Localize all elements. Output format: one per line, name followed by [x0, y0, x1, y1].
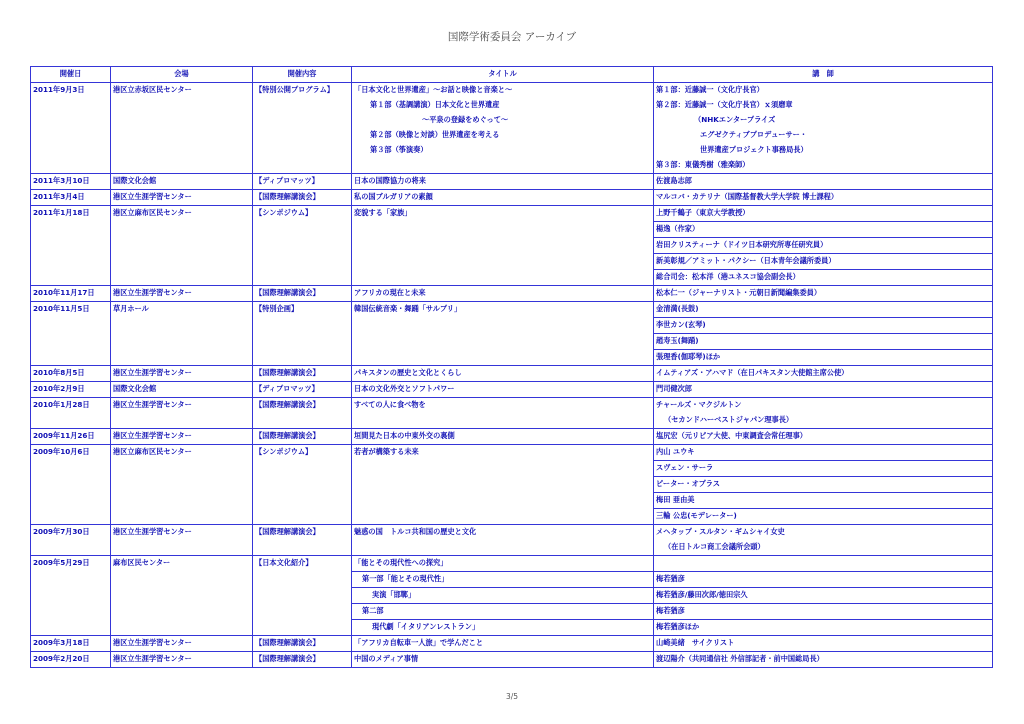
- cell-title: アフリカの現在と未来: [352, 286, 654, 302]
- cell-title: [352, 509, 654, 525]
- cell-type: 【国際理解講演会】: [253, 286, 352, 302]
- cell-date: 2009年10月6日: [31, 445, 111, 525]
- header-venue: 会場: [111, 67, 253, 83]
- cell-speaker: 梅若猶彦: [654, 572, 993, 588]
- cell-type: 【国際理解講演会】: [253, 636, 352, 652]
- cell-title: パキスタンの歴史と文化とくらし: [352, 366, 654, 382]
- cell-speaker: 上野千鶴子（東京大学教授）: [654, 206, 993, 222]
- cell-venue: 港区立生涯学習センター: [111, 190, 253, 206]
- cell-speaker: 梅田 亜由美: [654, 493, 993, 509]
- cell-title: 「アフリカ自転車一人旅」で学んだこと: [352, 636, 654, 652]
- cell-title: 若者が構築する未来: [352, 445, 654, 461]
- table-row: [31, 366, 993, 382]
- header-date: 開催日: [31, 67, 111, 83]
- cell-title: [352, 540, 654, 556]
- cell-title: 魅惑の国 トルコ共和国の歴史と文化: [352, 525, 654, 541]
- cell-date: 2009年11月26日: [31, 429, 111, 445]
- cell-speaker: （NHKエンタープライズ: [654, 113, 993, 128]
- cell-title: [352, 222, 654, 238]
- table-row: [31, 636, 993, 652]
- cell-speaker: 梅若猶彦/藤田次郎/徳田宗久: [654, 588, 993, 604]
- table-row: [31, 382, 993, 398]
- cell-venue: 港区立麻布区民センター: [111, 445, 253, 525]
- cell-speaker: （在日トルコ商工会議所会頭）: [654, 540, 993, 556]
- table-row: [31, 556, 993, 572]
- cell-title: [352, 413, 654, 429]
- header-title: タイトル: [352, 67, 654, 83]
- cell-speaker: 趙寿玉(舞踊): [654, 334, 993, 350]
- cell-speaker: 内山 ユウキ: [654, 445, 993, 461]
- cell-speaker: 第２部：近藤誠一（文化庁長官）ｘ須磨章: [654, 98, 993, 113]
- cell-venue: 国際文化会館: [111, 174, 253, 190]
- cell-speaker: 総合司会：松本洋（港ユネスコ協会副会長）: [654, 270, 993, 286]
- cell-speaker: [654, 556, 993, 572]
- cell-title: 韓国伝統音楽・舞踊「サルプリ」: [352, 302, 654, 318]
- cell-speaker: 塩尻宏（元リビア大使、中東調査会常任理事）: [654, 429, 993, 445]
- cell-date: 2009年3月18日: [31, 636, 111, 652]
- cell-speaker: イムティアズ・アハマド（在日パキスタン大使館主席公使）: [654, 366, 993, 382]
- cell-title: [352, 350, 654, 366]
- cell-type: 【国際理解講演会】: [253, 525, 352, 556]
- cell-date: 2009年7月30日: [31, 525, 111, 556]
- cell-speaker: エグゼクティブプロデューサー・: [654, 128, 993, 143]
- cell-speaker: 三輪 公忠(モデレーター): [654, 509, 993, 525]
- page-title: 国際学術委員会 アーカイブ: [447, 31, 577, 43]
- cell-type: 【ディプロマッツ】: [253, 382, 352, 398]
- cell-speaker: （セカンドハーベストジャパン理事長）: [654, 413, 993, 429]
- cell-venue: 港区立生涯学習センター: [111, 366, 253, 382]
- cell-date: 2011年9月3日: [31, 83, 111, 174]
- cell-title: [352, 477, 654, 493]
- archive-table: [30, 66, 993, 668]
- cell-date: 2011年3月4日: [31, 190, 111, 206]
- cell-speaker: 門司健次郎: [654, 382, 993, 398]
- table-header: [31, 67, 993, 83]
- cell-title: すべての人に食べ物を: [352, 398, 654, 414]
- cell-title: 第二部: [352, 604, 654, 620]
- cell-speaker: チャールズ・マクジルトン: [654, 398, 993, 414]
- cell-venue: 港区立生涯学習センター: [111, 286, 253, 302]
- cell-title: [352, 238, 654, 254]
- cell-speaker: 金清満(長鼓): [654, 302, 993, 318]
- cell-speaker: 梅若猶彦ほか: [654, 620, 993, 636]
- cell-title: 「日本文化と世界遺産」〜お話と映像と音楽と〜: [352, 83, 654, 99]
- cell-title: 私の国ブルガリアの素顔: [352, 190, 654, 206]
- table-row: [31, 525, 993, 541]
- cell-date: 2010年8月5日: [31, 366, 111, 382]
- header-speaker: 講 師: [654, 67, 993, 83]
- cell-speaker: 新美彰規／アミット・パクシー（日本青年会議所委員）: [654, 254, 993, 270]
- cell-type: 【特別企画】: [253, 302, 352, 366]
- cell-title: 垣間見た日本の中東外交の裏側: [352, 429, 654, 445]
- cell-type: 【特別公開プログラム】: [253, 83, 352, 174]
- cell-date: 2009年5月29日: [31, 556, 111, 636]
- cell-venue: 草月ホール: [111, 302, 253, 366]
- table-row: [31, 206, 993, 222]
- cell-speaker: 李世カン(玄琴): [654, 318, 993, 334]
- cell-title: 第２部（映像と対談）世界遺産を考える: [352, 128, 654, 143]
- cell-type: 【シンポジウム】: [253, 206, 352, 286]
- cell-venue: 港区立生涯学習センター: [111, 636, 253, 652]
- table-row: [31, 429, 993, 445]
- cell-venue: 港区立生涯学習センター: [111, 652, 253, 668]
- cell-venue: 港区立麻布区民センター: [111, 206, 253, 286]
- cell-speaker: マルコバ・カテリナ（国際基督教大学大学院 博士課程）: [654, 190, 993, 206]
- table-row: [31, 83, 993, 99]
- cell-type: 【国際理解講演会】: [253, 429, 352, 445]
- cell-venue: 港区立赤坂区民センター: [111, 83, 253, 174]
- cell-title: 第一部「能とその現代性」: [352, 572, 654, 588]
- cell-speaker: 岩田クリスティーナ（ドイツ日本研究所専任研究員）: [654, 238, 993, 254]
- cell-title: 〜平泉の登録をめぐって〜: [352, 113, 654, 128]
- cell-type: 【国際理解講演会】: [253, 398, 352, 429]
- cell-venue: 麻布区民センター: [111, 556, 253, 636]
- cell-speaker: 渡辺陽介（共同通信社 外信部記者・前中国総局長）: [654, 652, 993, 668]
- cell-title: 中国のメディア事情: [352, 652, 654, 668]
- header-row: [31, 67, 993, 83]
- table-body: [31, 83, 993, 668]
- cell-speaker: 山崎美緒 サイクリスト: [654, 636, 993, 652]
- cell-type: 【国際理解講演会】: [253, 190, 352, 206]
- cell-date: 2011年3月10日: [31, 174, 111, 190]
- cell-type: 【国際理解講演会】: [253, 652, 352, 668]
- cell-speaker: 楊逸（作家）: [654, 222, 993, 238]
- cell-speaker: 世界遺産プロジェクト事務局長）: [654, 143, 993, 158]
- cell-speaker: ピーター・オプラス: [654, 477, 993, 493]
- cell-speaker: 第３部：東儀秀樹（雅楽師）: [654, 158, 993, 174]
- cell-title: 「能とその現代性への探究」: [352, 556, 654, 572]
- table-row: [31, 302, 993, 318]
- cell-type: 【国際理解講演会】: [253, 366, 352, 382]
- table-row: [31, 190, 993, 206]
- cell-title: 現代劇「イタリアンレストラン」: [352, 620, 654, 636]
- cell-speaker: 張理香(伽耶琴)ほか: [654, 350, 993, 366]
- cell-title: 日本の国際協力の将来: [352, 174, 654, 190]
- table-row: [31, 286, 993, 302]
- cell-venue: 港区立生涯学習センター: [111, 429, 253, 445]
- cell-title: 第３部（筝演奏）: [352, 143, 654, 158]
- cell-date: 2010年11月17日: [31, 286, 111, 302]
- cell-date: 2011年1月18日: [31, 206, 111, 286]
- cell-title: [352, 270, 654, 286]
- cell-speaker: スヴェン・サーラ: [654, 461, 993, 477]
- cell-date: 2009年2月20日: [31, 652, 111, 668]
- table-row: [31, 445, 993, 461]
- cell-type: 【ディプロマッツ】: [253, 174, 352, 190]
- cell-title: 実演「邯鄲」: [352, 588, 654, 604]
- cell-speaker: メヘタップ・スルタン・ギムシャイ女史: [654, 525, 993, 541]
- table-row: [31, 652, 993, 668]
- table-row: [31, 174, 993, 190]
- cell-venue: 港区立生涯学習センター: [111, 525, 253, 556]
- cell-title: 日本の文化外交とソフトパワー: [352, 382, 654, 398]
- cell-date: 2010年11月5日: [31, 302, 111, 366]
- table-row: [31, 398, 993, 414]
- cell-speaker: 梅若猶彦: [654, 604, 993, 620]
- cell-date: 2010年2月9日: [31, 382, 111, 398]
- cell-speaker: 松本仁一（ジャーナリスト・元朝日新聞編集委員）: [654, 286, 993, 302]
- cell-title: 変貌する「家族」: [352, 206, 654, 222]
- header-type: 開催内容: [253, 67, 352, 83]
- cell-type: 【日本文化紹介】: [253, 556, 352, 636]
- cell-title: 第１部（基調講演）日本文化と世界遺産: [352, 98, 654, 113]
- cell-date: 2010年1月28日: [31, 398, 111, 429]
- cell-speaker: 佐渡島志郎: [654, 174, 993, 190]
- cell-title: [352, 334, 654, 350]
- cell-venue: 国際文化会館: [111, 382, 253, 398]
- cell-type: 【シンポジウム】: [253, 445, 352, 525]
- cell-title: [352, 254, 654, 270]
- page-number: 3/5: [505, 692, 519, 701]
- cell-venue: 港区立生涯学習センター: [111, 398, 253, 429]
- cell-title: [352, 461, 654, 477]
- cell-speaker: 第１部：近藤誠一（文化庁長官）: [654, 83, 993, 99]
- cell-title: [352, 318, 654, 334]
- cell-title: [352, 158, 654, 174]
- cell-title: [352, 493, 654, 509]
